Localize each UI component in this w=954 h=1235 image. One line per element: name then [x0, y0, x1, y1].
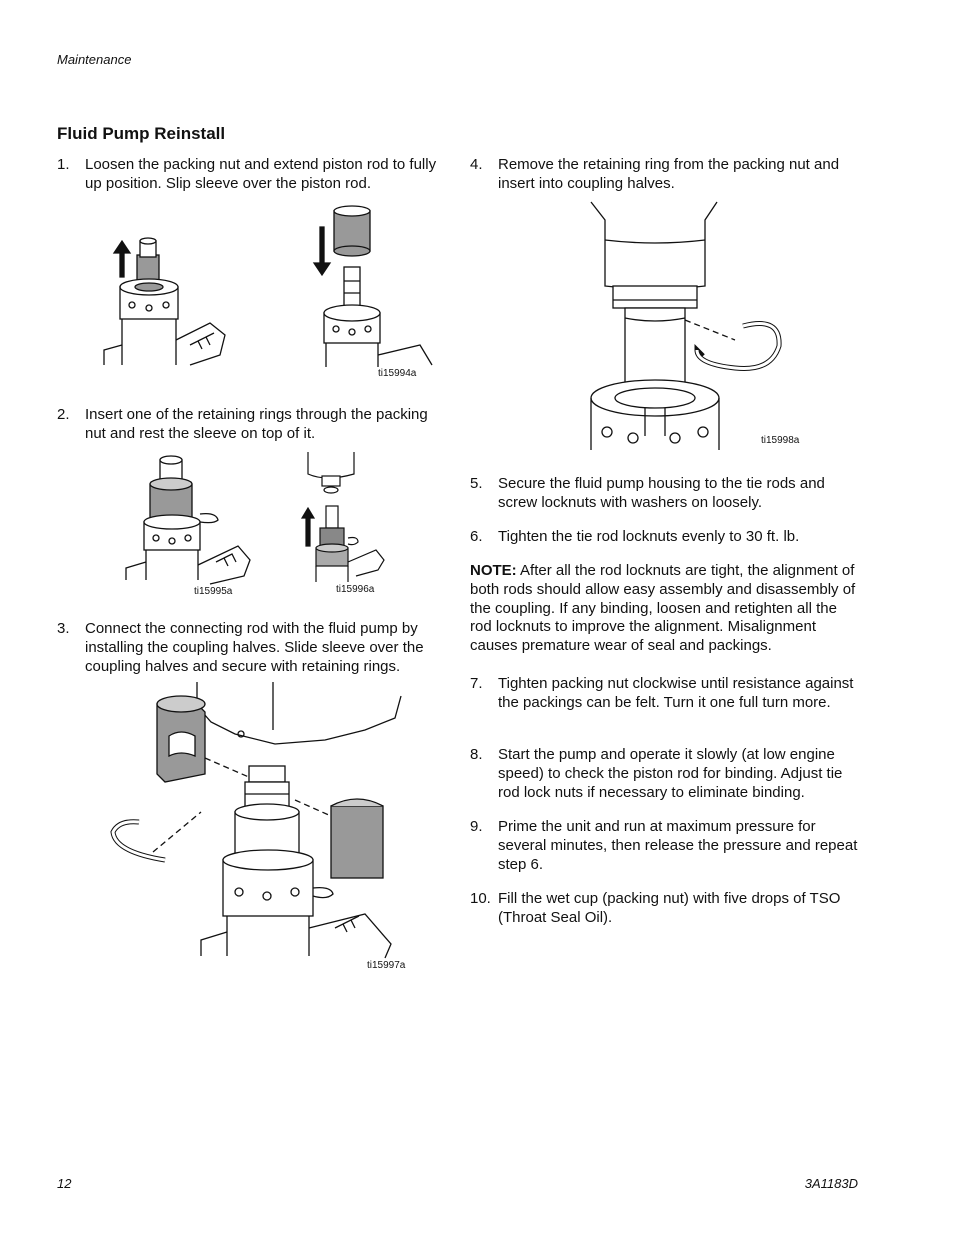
- running-head: Maintenance: [57, 52, 132, 67]
- step-text: Fill the wet cup (packing nut) with five drops of TSO (Throat Seal Oil).: [498, 890, 841, 926]
- step-number: 9.: [470, 818, 483, 835]
- document-id: 3A1183D: [804, 1176, 858, 1191]
- page-number: 12: [57, 1176, 72, 1191]
- step-text: Remove the retaining ring from the packing nut and insert into coupling halves.: [498, 156, 840, 192]
- step-text: Tighten packing nut clockwise until resistance against the packings can be felt. Turn it one full turn more.: [498, 675, 854, 711]
- figure-ti15995a: [120, 450, 265, 597]
- figure-label: ti15997a: [367, 960, 406, 971]
- section-title: Fluid Pump Reinstall: [57, 124, 226, 143]
- step-text: Loosen the packing nut and extend piston rod to fully up position. Slip sleeve over the piston rod.: [85, 156, 437, 192]
- step-text: Tighten the tie rod locknuts evenly to 30 ft. lb.: [498, 528, 800, 545]
- figure-ti15998a: [585, 200, 815, 455]
- step-number: 8.: [470, 746, 483, 763]
- figure-label: ti15995a: [194, 586, 233, 597]
- step-text: Secure the fluid pump housing to the tie rods and screw locknuts with washers on loosely.: [498, 475, 825, 511]
- step-number: 6.: [470, 528, 483, 545]
- figure-label: ti15994a: [378, 368, 417, 379]
- figure-label: ti15996a: [336, 584, 375, 595]
- step-text: Start the pump and operate it slowly (at low engine speed) to check the piston rod for binding. Adjust tie rod lock nuts if necessary to eliminate binding.: [498, 746, 843, 801]
- step-text: Prime the unit and run at maximum pressure for several minutes, then release the pressure and repeat step 6.: [498, 818, 858, 873]
- step-number: 1.: [57, 156, 70, 173]
- figure-ti15994a: [100, 205, 440, 379]
- note-label: NOTE:: [470, 562, 517, 579]
- step-number: 5.: [470, 475, 483, 492]
- step-number: 3.: [57, 620, 70, 637]
- step-number: 2.: [57, 406, 70, 423]
- step-number: 4.: [470, 156, 483, 173]
- figure-ti15996a: [296, 450, 396, 595]
- step-text: Connect the connecting rod with the fluid pump by installing the coupling halves. Slide sleeve over the coupling halves and secure with retaining rings.: [85, 620, 424, 675]
- figure-ti15997a: [105, 682, 415, 971]
- note: [470, 562, 862, 656]
- step-text: Insert one of the retaining rings through the packing nut and rest the sleeve on top of it.: [85, 406, 428, 442]
- step-number: 7.: [470, 675, 483, 692]
- note-text: After all the rod locknuts are tight, the alignment of both rods should allow easy assembly and disassembly of the coupling. If any binding, loosen and retighten all the rod locknuts to improve the alignment. Misalignment causes premature wear of seal and packings.: [470, 562, 856, 655]
- step-number: 10.: [470, 890, 491, 907]
- figure-label: ti15998a: [761, 435, 800, 446]
